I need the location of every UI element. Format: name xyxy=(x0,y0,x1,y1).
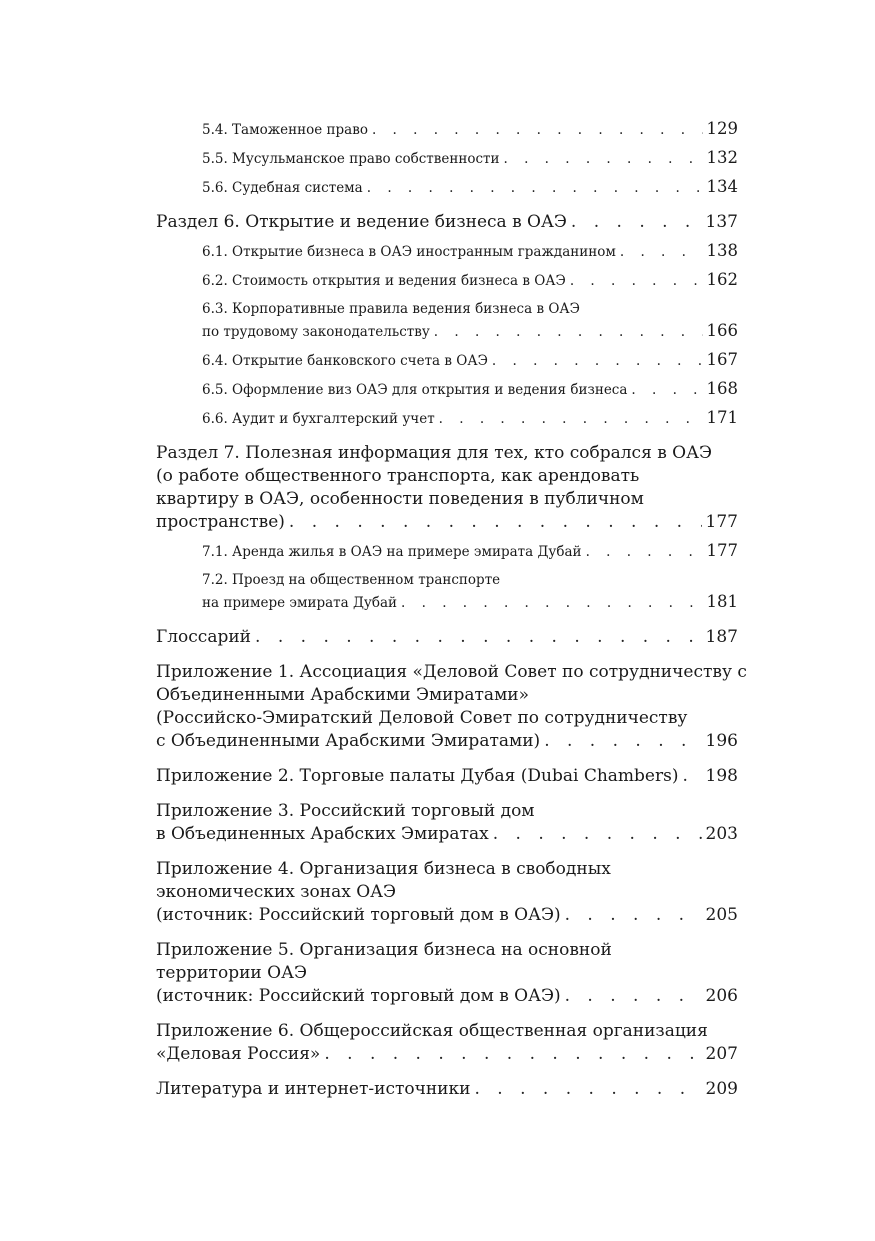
toc-page: 171 xyxy=(706,408,738,427)
toc-appendix-4[interactable] xyxy=(156,858,738,927)
toc-title: 6.2. Стоимость открытия и ведения бизнеса в ОАЭ xyxy=(202,273,566,289)
toc-entry-7-1[interactable] xyxy=(202,540,738,563)
toc-appendix-2[interactable] xyxy=(156,765,738,788)
toc-page: 129 xyxy=(706,119,738,138)
toc-appendix-6[interactable] xyxy=(156,1020,738,1066)
toc-page: 167 xyxy=(706,350,738,369)
toc-page: 196 xyxy=(705,731,738,751)
toc-title-line: Объединенными Арабскими Эмиратами» xyxy=(156,685,530,705)
toc-title: 6.6. Аудит и бухгалтерский учет xyxy=(202,411,435,427)
leader-dots xyxy=(493,823,702,846)
toc-title-line: квартиру в ОАЭ, особенности поведения в публичном xyxy=(156,489,644,509)
toc-page: 187 xyxy=(705,627,738,647)
toc-page: 198 xyxy=(705,766,738,786)
toc-glossary[interactable] xyxy=(156,626,738,649)
leader-dots xyxy=(565,985,702,1008)
leader-dots xyxy=(682,765,701,788)
toc-title-line: Приложение 3. Российский торговый дом xyxy=(156,801,535,821)
toc-title: Приложение 2. Торговые палаты Дубая (Dubai Chambers) xyxy=(156,766,679,786)
toc-title-line: 7.2. Проезд на общественном транспорте xyxy=(202,572,501,588)
toc-page: 203 xyxy=(705,824,738,844)
toc-page: 207 xyxy=(705,1044,738,1064)
toc-title: 6.1. Открытие бизнеса в ОАЭ иностранным гражданином xyxy=(202,244,616,260)
toc-entry-5-6[interactable] xyxy=(202,176,738,199)
toc-title-line: 6.3. Корпоративные правила ведения бизнеса в ОАЭ xyxy=(202,301,580,317)
toc-page: 132 xyxy=(706,148,738,167)
toc-title-line: Приложение 4. Организация бизнеса в свободных xyxy=(156,859,611,879)
toc-entry-6-6[interactable] xyxy=(202,407,738,430)
toc-title: «Деловая Россия» xyxy=(156,1044,321,1064)
toc-title: по трудовому законодательству xyxy=(202,324,430,340)
toc-title: с Объединенными Арабскими Эмиратами) xyxy=(156,731,541,751)
toc-appendix-3[interactable] xyxy=(156,800,738,846)
toc-page: 138 xyxy=(706,241,738,260)
leader-dots xyxy=(434,321,703,343)
toc-entry-7-2[interactable] xyxy=(202,569,738,614)
toc-page: 181 xyxy=(706,592,738,611)
toc-title: в Объединенных Арабских Эмиратах xyxy=(156,824,489,844)
toc-page: 137 xyxy=(705,212,738,232)
toc-page: 177 xyxy=(706,541,738,560)
toc-page: 177 xyxy=(705,512,738,532)
toc-entry-6-4[interactable] xyxy=(202,349,738,372)
leader-dots xyxy=(289,511,702,534)
toc-page: 166 xyxy=(706,321,738,340)
toc-title-line: Приложение 1. Ассоциация «Деловой Совет по сотрудничеству с xyxy=(156,662,747,682)
leader-dots xyxy=(439,408,703,430)
leader-dots xyxy=(631,379,702,401)
leader-dots xyxy=(372,119,703,141)
toc-title-line: Приложение 6. Общероссийская общественная организация xyxy=(156,1021,708,1041)
toc-page: 162 xyxy=(706,270,738,289)
toc-title-line: территории ОАЭ xyxy=(156,963,307,983)
toc-title: 5.4. Таможенное право xyxy=(202,122,368,138)
leader-dots xyxy=(324,1043,701,1066)
leader-dots xyxy=(586,541,703,563)
leader-dots xyxy=(544,730,701,753)
toc-entry-5-5[interactable] xyxy=(202,147,738,170)
toc-title: (источник: Российский торговый дом в ОАЭ) xyxy=(156,986,561,1006)
leader-dots xyxy=(504,148,703,170)
leader-dots xyxy=(492,350,703,372)
toc-page: 206 xyxy=(705,986,738,1006)
toc-title: пространстве) xyxy=(156,512,285,532)
toc-section-7[interactable] xyxy=(156,442,738,534)
toc-page: 168 xyxy=(706,379,738,398)
toc-entry-6-3[interactable] xyxy=(202,298,738,343)
leader-dots xyxy=(571,211,702,234)
leader-dots xyxy=(474,1078,701,1101)
toc-title: Глоссарий xyxy=(156,627,252,647)
leader-dots xyxy=(367,177,703,199)
toc-section-6[interactable] xyxy=(156,211,738,234)
leader-dots xyxy=(570,270,703,292)
toc-page: 134 xyxy=(706,177,738,196)
toc-title: 5.5. Мусульманское право собственности xyxy=(202,151,500,167)
toc-page: 205 xyxy=(705,905,738,925)
leader-dots xyxy=(401,592,702,614)
leader-dots xyxy=(620,241,703,263)
toc-entry-6-2[interactable] xyxy=(202,269,738,292)
toc-entry-5-4[interactable] xyxy=(202,118,738,141)
toc-title-line: Раздел 7. Полезная информация для тех, кто собрался в ОАЭ xyxy=(156,443,712,463)
toc-literature[interactable] xyxy=(156,1078,738,1101)
toc-title: 5.6. Судебная система xyxy=(202,180,363,196)
toc-title: 6.4. Открытие банковского счета в ОАЭ xyxy=(202,353,488,369)
toc-title: Раздел 6. Открытие и ведение бизнеса в ОАЭ xyxy=(156,212,567,232)
table-of-contents xyxy=(156,118,747,1101)
toc-page: 209 xyxy=(705,1079,738,1099)
toc-title: 6.5. Оформление виз ОАЭ для открытия и ведения бизнеса xyxy=(202,382,628,398)
toc-title-line: экономических зонах ОАЭ xyxy=(156,882,397,902)
toc-entry-6-1[interactable] xyxy=(202,240,738,263)
toc-title: Литература и интернет-источники xyxy=(156,1079,471,1099)
toc-appendix-5[interactable] xyxy=(156,939,738,1008)
toc-appendix-1[interactable] xyxy=(156,661,747,753)
toc-title: на примере эмирата Дубай xyxy=(202,595,398,611)
toc-title-line: (о работе общественного транспорта, как арендовать xyxy=(156,466,640,486)
toc-title-line: Приложение 5. Организация бизнеса на основной xyxy=(156,940,612,960)
leader-dots xyxy=(565,904,702,927)
toc-title: 7.1. Аренда жилья в ОАЭ на примере эмирата Дубай xyxy=(202,544,582,560)
toc-entry-6-5[interactable] xyxy=(202,378,738,401)
toc-title-line: (Российско-Эмиратский Деловой Совет по сотрудничеству xyxy=(156,708,688,728)
leader-dots xyxy=(255,626,702,649)
toc-title: (источник: Российский торговый дом в ОАЭ) xyxy=(156,905,561,925)
